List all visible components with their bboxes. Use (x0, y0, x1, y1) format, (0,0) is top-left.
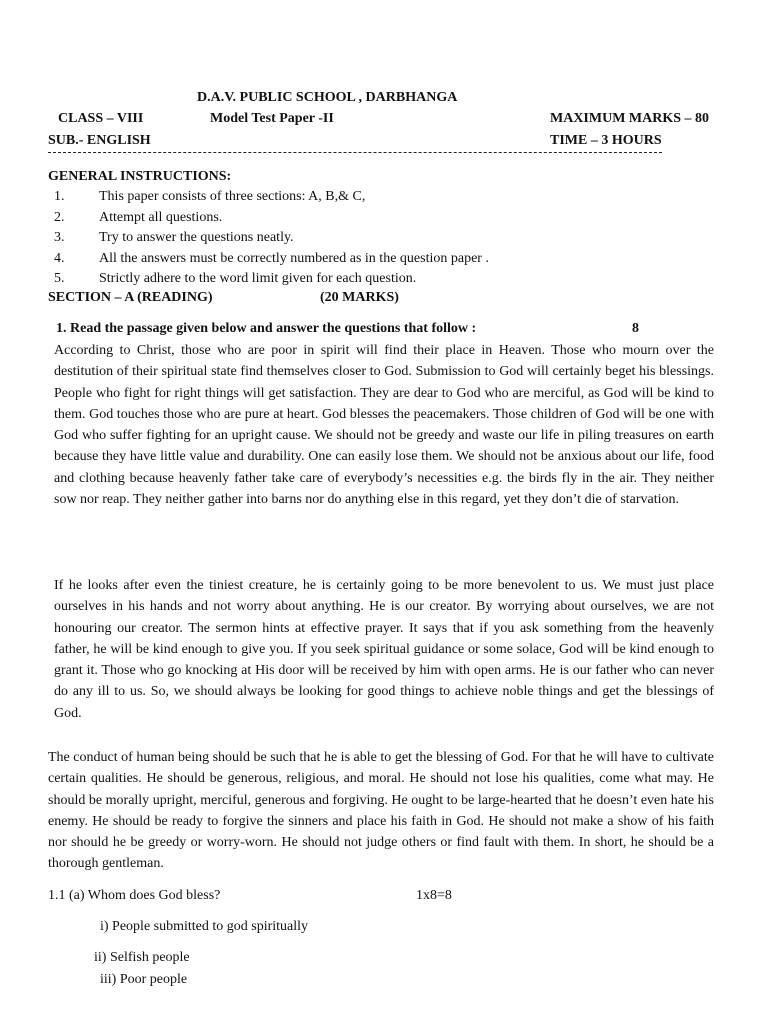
time-label: TIME – 3 HOURS (550, 133, 662, 148)
dashed-divider (48, 152, 662, 154)
instruction-number: 2. (54, 209, 65, 225)
max-marks: MAXIMUM MARKS – 80 (550, 111, 710, 126)
passage-paragraph-2: If he looks after even the tiniest creature, he is certainly going to be more benevolent to us. We must just place ourselves in his hands and not worry about anything. He is our creator. By worrying about ourselves, we are not honouring our creator. The sermon hints at effective prayer. It says that if you ask something from the heavenly father, he will be kind enough to give you. If you seek spiritual guidance or some solace, God will be kind enough to grant it. Those who go knocking at His door will be received by him with open arms. He is our father who can never do any ill to us. So, we should always be looking for good things to achieve noble things and get the blessings of God. (54, 578, 714, 721)
instruction-number: 5. (54, 271, 65, 286)
subject-label: SUB.- ENGLISH (48, 133, 151, 148)
instruction-text: All the answers must be correctly numbered as in the question paper . (99, 250, 489, 266)
school-name: D.A.V. PUBLIC SCHOOL , DARBHANGA (197, 90, 458, 105)
instruction-number: 4. (54, 250, 65, 266)
passage-paragraph-3: The conduct of human being should be such that he is able to get the blessing of God. For that he will have to cultivate certain qualities. He should be generous, religious, and moral. He should not lose his qualities, come what may. He should be morally upright, merciful, generous and forgiving. He ought to be large-hearted that he doesn’t even hate his enemy. He should be ready to forgive the sinners and place his faith in God. He should not make a show of his faith nor should he be greedy or worry-worn. He should not judge others or find fault with them. In short, he should be a thorough gentleman. (48, 750, 714, 872)
question-1-1: 1.1 (a) Whom does God bless? (48, 888, 221, 903)
question-prompt: 1. Read the passage given below and answer the questions that follow : (56, 321, 477, 336)
instruction-number: 1. (54, 189, 65, 204)
option-item: iii) Poor people (100, 972, 188, 987)
instruction-text: Try to answer the questions neatly. (99, 230, 294, 245)
instruction-text: Attempt all questions. (99, 209, 223, 225)
paper-title: Model Test Paper -II (210, 111, 334, 126)
instruction-text: Strictly adhere to the word limit given for each question. (99, 271, 417, 286)
option-item: ii) Selfish people (94, 950, 190, 965)
instruction-text: This paper consists of three sections: A, B,& C, (99, 189, 366, 204)
section-title: SECTION – A (READING) (48, 290, 213, 305)
question-marks: 8 (632, 321, 639, 336)
question-1-1-marks: 1x8=8 (416, 888, 452, 903)
instruction-number: 3. (54, 230, 65, 245)
passage-paragraph-1: According to Christ, those who are poor in spirit will find their place in Heaven. Those who mourn over the destitution of their spiritual state find themselves closer to God. Submission to God will certainly beget his blessings. People who fight for right things will get satisfaction. They are dear to God who are merciful, as God will be kind to them. God touches those who are pure at heart. God blesses the peacemakers. Those children of God will be one with God who suffer fighting for an upright cause. We should not be greedy and waste our life in piling treasures on earth because they have little value and durability. One can easily lose them. We should not be anxious about our life, food and clothing because heavenly father take care of everybody’s necessities e.g. the birds fly in the air. They neither sow nor reap. They neither gather into barns nor do anything else in this regard, yet they don’t die of starvation. (54, 343, 714, 508)
instructions-heading: GENERAL INSTRUCTIONS: (48, 169, 232, 184)
section-marks: (20 MARKS) (320, 290, 399, 305)
option-item: i) People submitted to god spiritually (100, 919, 309, 934)
class-label: CLASS – VIII (58, 111, 144, 126)
